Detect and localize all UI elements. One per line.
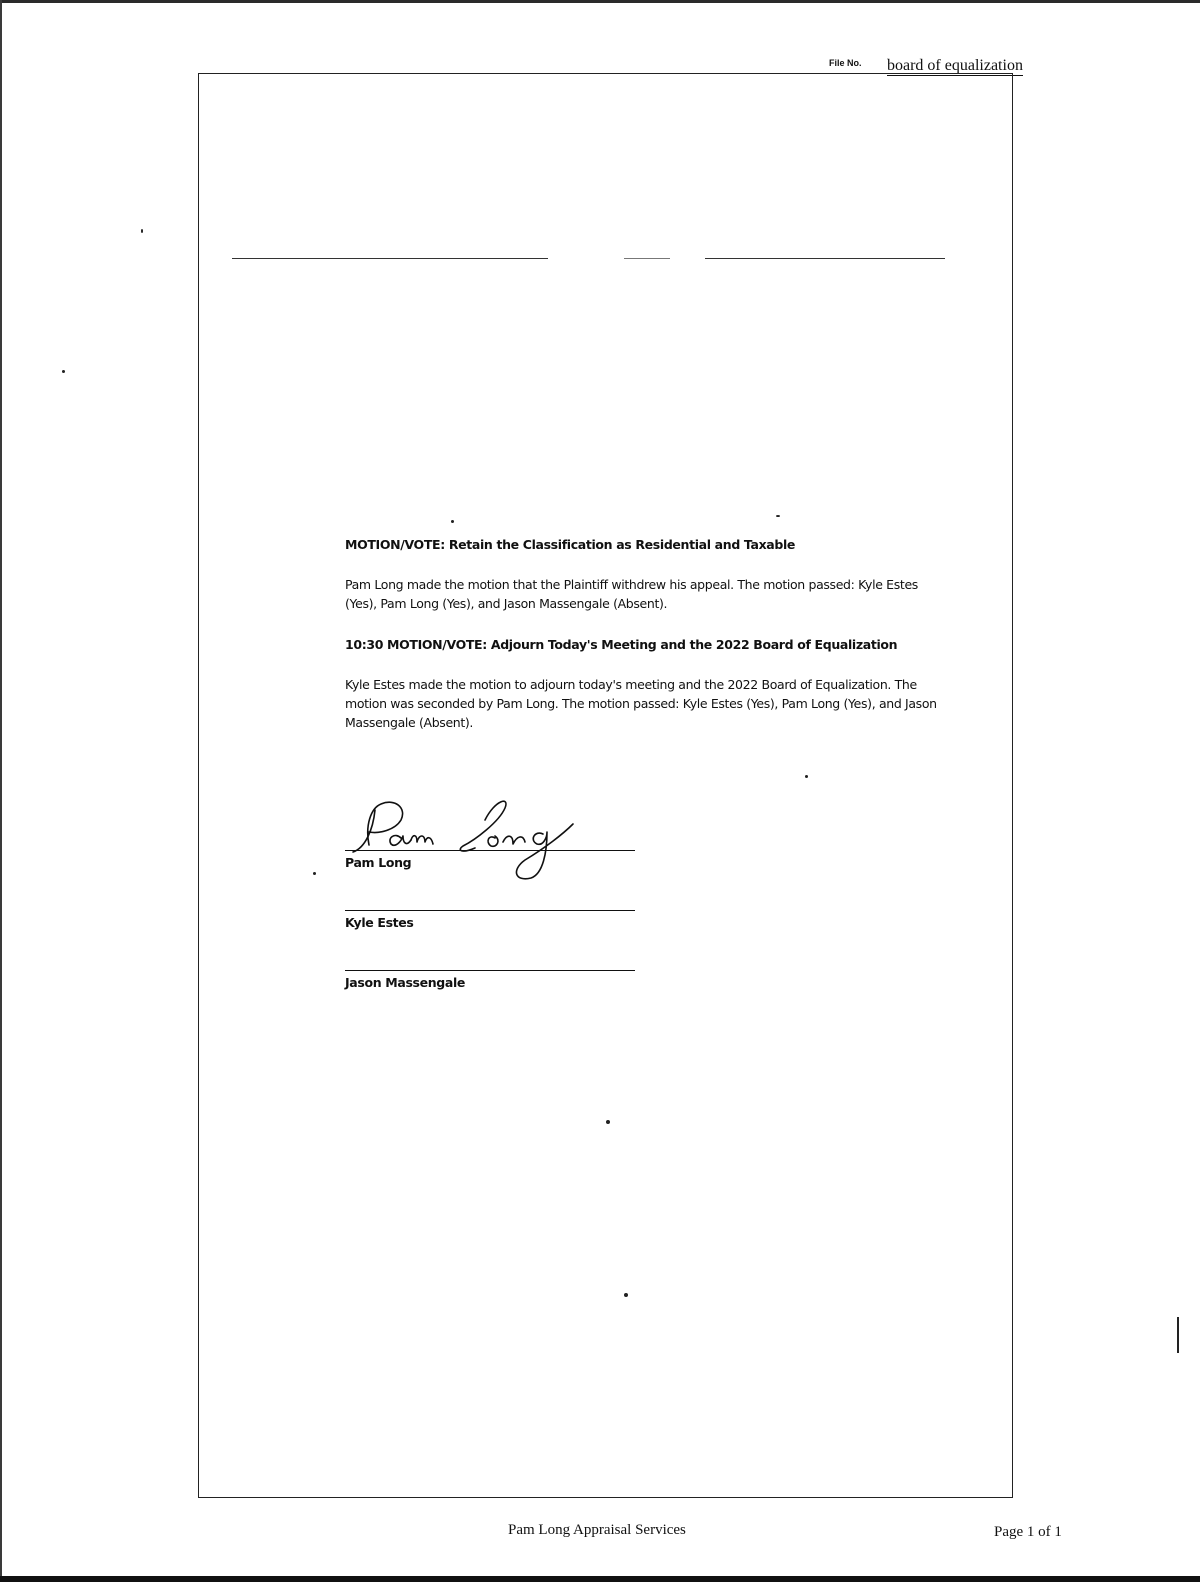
- footer-page-number: Page 1 of 1: [994, 1524, 1062, 1540]
- scan-edge-top: [0, 0, 1200, 3]
- scan-speck: [141, 229, 143, 233]
- signature-block-jason-massengale: [345, 970, 635, 990]
- faint-rule-left: [232, 258, 548, 259]
- signer-name: Kyle Estes: [345, 915, 414, 930]
- scan-speck: [776, 515, 780, 517]
- footer-company: Pam Long Appraisal Services: [508, 1522, 686, 1538]
- faint-rule-mid: [624, 258, 670, 259]
- signer-name: Jason Massengale: [345, 975, 466, 990]
- motion-2-text: Kyle Estes made the motion to adjourn today's meeting and the 2022 Board of Equalization. The motion was seconded by Pam Long. The motion passed: Kyle Estes (Yes), Pam Long (Yes), and Jason Massengale (Absent).: [345, 677, 937, 730]
- margin-tick: [1177, 1317, 1179, 1353]
- signature-line: [345, 970, 635, 971]
- pam-long-signature: [335, 790, 595, 890]
- scan-speck: [606, 1120, 610, 1124]
- scan-speck: [451, 520, 454, 523]
- motion-2-heading: 10:30 MOTION/VOTE: Adjourn Today's Meeting and the 2022 Board of Equalization: [345, 637, 898, 652]
- page-frame: [198, 73, 1013, 1498]
- signer-name: Pam Long: [345, 855, 412, 870]
- file-no-value: board of equalization: [887, 57, 1023, 74]
- scan-speck: [313, 872, 316, 875]
- signature-block-kyle-estes: [345, 910, 635, 930]
- motion-1-text: Pam Long made the motion that the Plaintiff withdrew his appeal. The motion passed: Kyle Estes (Yes), Pam Long (Yes), and Jason Massengale (Absent).: [345, 577, 918, 611]
- scan-edge-bottom: [0, 1576, 1200, 1582]
- scan-edge-left: [0, 0, 2, 1582]
- signature-line: [345, 910, 635, 911]
- faint-rule-right: [705, 258, 945, 259]
- file-no-label: File No.: [829, 58, 862, 68]
- scan-speck: [624, 1293, 628, 1297]
- motion-1-heading: MOTION/VOTE: Retain the Classification as Residential and Taxable: [345, 537, 796, 552]
- scan-speck: [805, 775, 808, 778]
- signature-line: [345, 850, 635, 851]
- signature-block-pam-long: [345, 850, 635, 870]
- scan-speck: [62, 370, 65, 373]
